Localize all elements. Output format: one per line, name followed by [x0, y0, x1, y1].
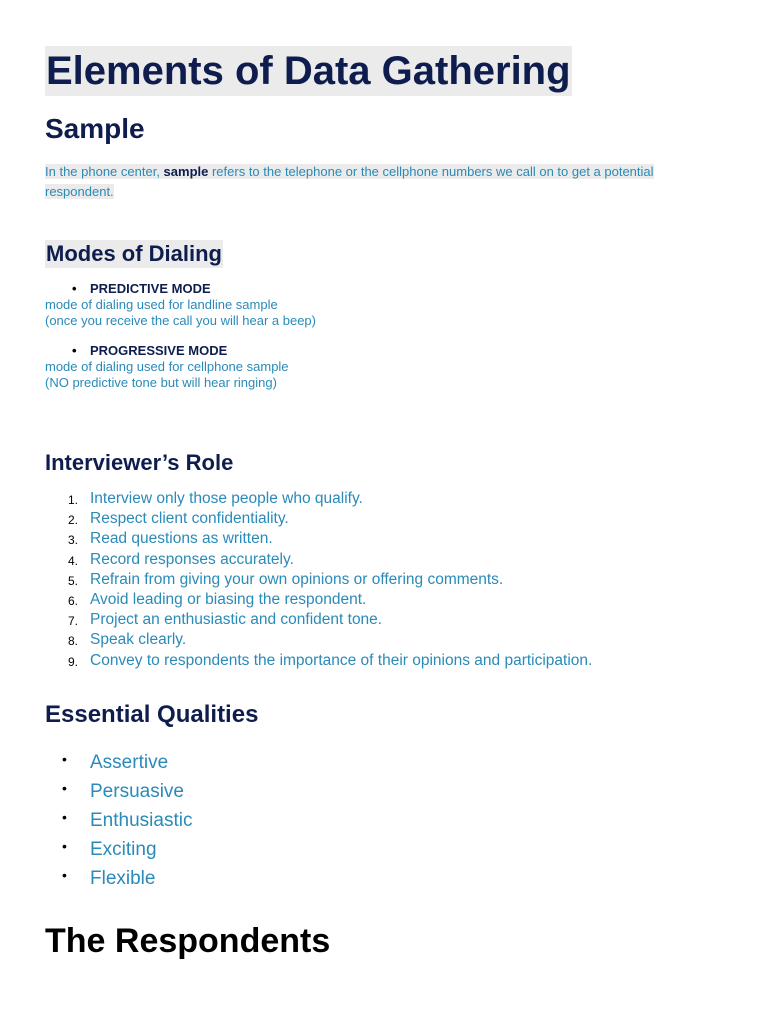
list-item — [45, 651, 592, 671]
interviewer-role-heading: Interviewer’s Role — [45, 450, 234, 475]
essential-qualities-heading: Essential Qualities — [45, 701, 259, 728]
essential-qualities-list — [45, 748, 192, 893]
list-number: 1. — [68, 493, 79, 507]
list-number: 4. — [68, 553, 79, 568]
list-item — [45, 806, 192, 835]
mode-note: (NO predictive tone but will hear ringing) — [45, 375, 277, 390]
mode-description: mode of dialing used for landline sample — [45, 297, 278, 312]
list-item-text: Exciting — [90, 839, 157, 860]
list-item-text: Record responses accurately. — [90, 550, 294, 568]
list-item — [45, 509, 592, 529]
mode-item-progressive — [45, 343, 289, 391]
mode-item-predictive — [45, 281, 316, 329]
interviewer-role-list — [45, 489, 592, 671]
list-item-text: Speak clearly. — [90, 631, 187, 649]
bullet-icon: • — [62, 838, 67, 854]
document-title: Elements of Data Gathering — [45, 46, 572, 96]
sample-text-before: In the phone center, — [45, 164, 164, 179]
modes-heading: Modes of Dialing — [46, 241, 222, 266]
list-item — [45, 590, 592, 610]
bullet-icon: • — [62, 809, 67, 825]
bullet-icon: • — [62, 751, 67, 767]
bullet-icon: • — [72, 343, 77, 358]
list-item-text: Respect client confidentiality. — [90, 510, 289, 528]
list-number: 9. — [68, 654, 79, 669]
list-item-text: Flexible — [90, 868, 156, 889]
list-number: 6. — [68, 593, 79, 608]
list-number: 8. — [68, 634, 79, 649]
bullet-icon: • — [72, 281, 77, 296]
list-number: 2. — [68, 513, 79, 528]
list-item-text: Persuasive — [90, 781, 184, 802]
sample-paragraph — [45, 162, 713, 202]
list-item — [45, 489, 592, 509]
bullet-icon: • — [62, 867, 67, 883]
mode-note: (once you receive the call you will hear a beep) — [45, 313, 316, 328]
list-item — [45, 550, 592, 570]
list-item-text: Read questions as written. — [90, 530, 273, 548]
sample-heading: Sample — [45, 113, 145, 144]
list-item-text: Refrain from giving your own opinions or offering comments. — [90, 570, 504, 588]
list-item-text: Assertive — [90, 752, 169, 773]
list-item — [45, 748, 192, 777]
list-item — [45, 835, 192, 864]
bullet-icon: • — [62, 780, 67, 796]
mode-description: mode of dialing used for cellphone sample — [45, 359, 289, 374]
list-item-text: Project an enthusiastic and confident tone. — [90, 611, 383, 629]
list-item-text: Interview only those people who qualify. — [90, 490, 363, 507]
list-item-text: Enthusiastic — [90, 810, 193, 831]
list-item — [45, 610, 592, 630]
list-item — [45, 777, 192, 806]
sample-text-after: refers to the telephone or the cellphone numbers we call on to get a potential respondent. — [45, 164, 654, 199]
list-item — [45, 529, 592, 549]
list-number: 3. — [68, 533, 79, 548]
respondents-heading: The Respondents — [45, 922, 331, 960]
list-item — [45, 570, 592, 590]
mode-name: PREDICTIVE MODE — [90, 281, 211, 296]
mode-name: PROGRESSIVE MODE — [90, 343, 228, 358]
list-item-text: Avoid leading or biasing the respondent. — [90, 590, 367, 608]
list-number: 7. — [68, 614, 79, 629]
list-number: 5. — [68, 573, 79, 588]
sample-bold-word: sample — [163, 164, 209, 179]
list-item — [45, 864, 192, 893]
list-item-text: Convey to respondents the importance of their opinions and participation. — [90, 651, 593, 669]
list-item — [45, 630, 592, 650]
